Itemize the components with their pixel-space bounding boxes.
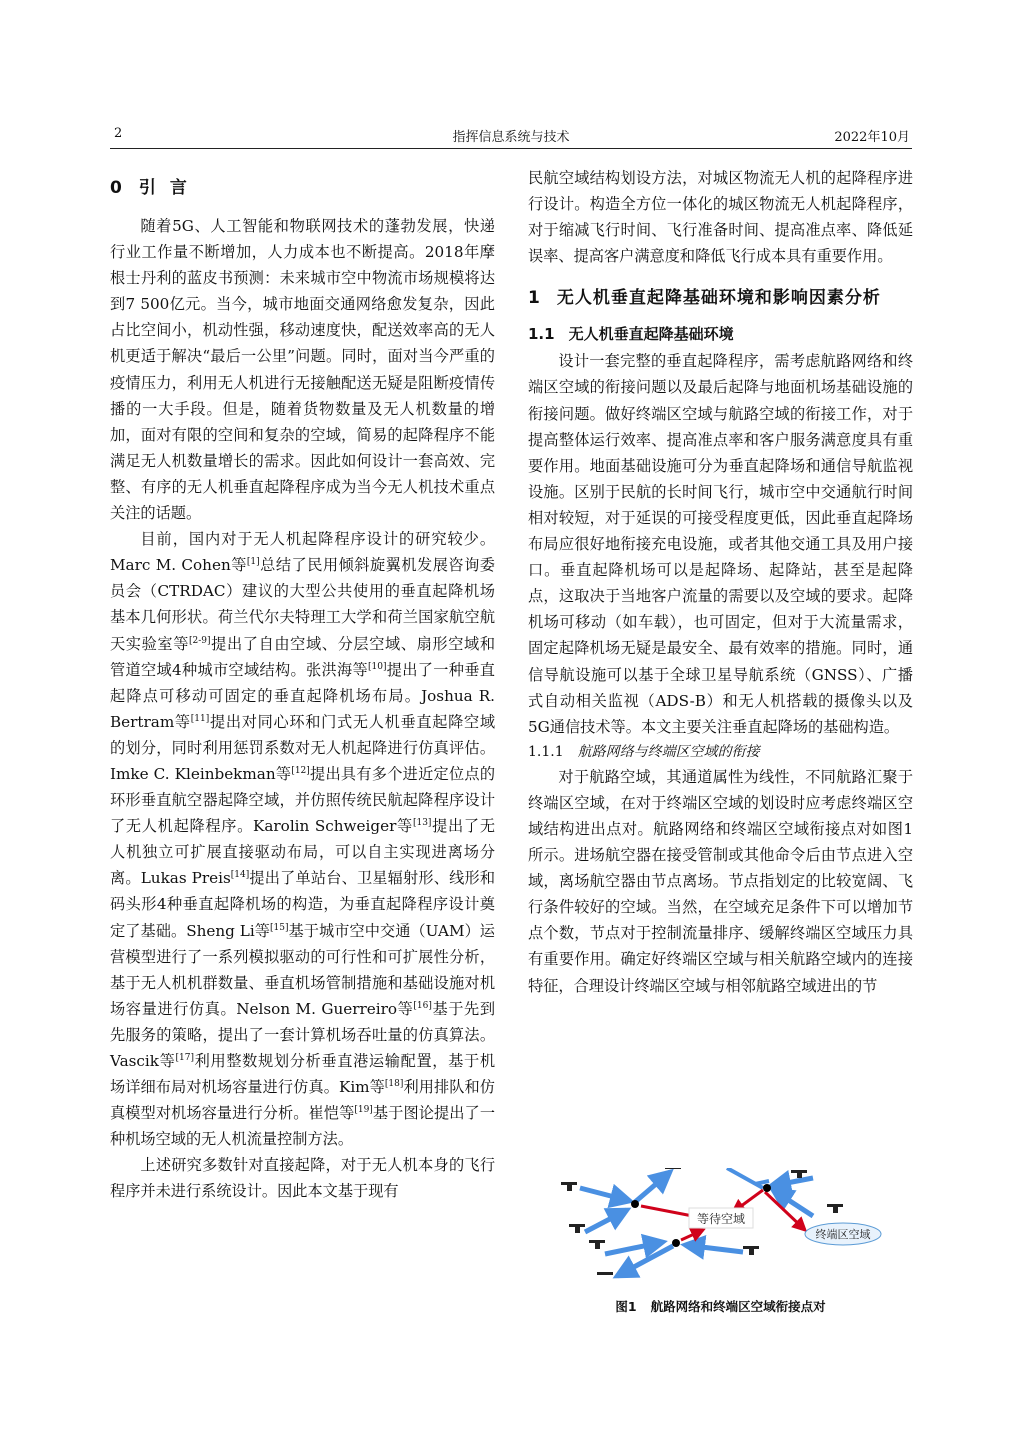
outbound-up-arrow <box>727 1168 763 1188</box>
paragraph-text: 提出了一种垂直起降点可移动可固定的垂直起降机场布局。Joshua R. Bertram等 <box>110 660 495 731</box>
page-number: 2 <box>114 126 123 141</box>
subsection-title: 无人机垂直起降基础环境 <box>568 325 734 344</box>
inbound-arrow <box>685 1245 743 1252</box>
paragraph-text: 提出了单站台、卫星辐射形、线形和码头形4种垂直起降机场的构造，为垂直起降程序设计奠定了基础。Sheng Li等 <box>110 869 495 940</box>
inbound-arrow <box>605 1242 663 1254</box>
inbound-arrow <box>771 1178 813 1186</box>
paragraph: 对于航路空域，其通道属性为线性，不同航路汇聚于终端区空域，在对于终端区空域的划设时应考虑终端区空域结构进出点对。航路网络和终端区空域衔接点对如图1所示。进场航空器在接受管制或其他命令后由节点进入空域，离场航空器由节点离场。节点指划定的比较宽阔、飞行条件较好的空域。当然，在空域充足条件下可以增加节点个数，节点对于控制流量排序、缓解终端区空域压力具有重要作用。确定好终端区空域与相关航路空域内的连接特征，合理设计终端区空域与相邻航路空域进出的节 <box>528 767 913 995</box>
citation-ref: [12] <box>291 765 310 776</box>
paragraph: 民航空域结构划设方法，对城区物流无人机的起降程序进行设计。构造全方位一体化的城区物流无人机起降程序，对于缩减飞行时间、飞行准备时间、提高准点率、降低延误率、提高客户满意度和降低飞行成本具有重要作用。 <box>528 169 913 266</box>
inbound-arrow <box>773 1190 813 1216</box>
section-heading-1 <box>528 283 913 313</box>
terminal-area-label: 终端区空域 <box>815 1228 871 1241</box>
entry-node <box>631 1200 639 1208</box>
figure-1 <box>555 1168 890 1286</box>
subsection-number: 1.1 <box>528 325 555 344</box>
figure-caption-text: 航路网络和终端区空域衔接点对 <box>650 1299 826 1314</box>
entry-node <box>672 1239 680 1247</box>
paragraph-text: 基于城市空中交通（UAM）运营模型进行了一系列模拟驱动的可行性和可扩展性分析，基于无人机机群数量、垂直机场管制措施和基础设施对机场容量进行仿真。Nelson M. Guerreiro等 <box>110 921 495 1018</box>
entry-node <box>763 1184 771 1192</box>
running-header <box>110 126 912 149</box>
paragraph-text: 提出了无人机独立可扩展直接驱动布局，可以自主实现进离场分离。Lukas Preis <box>110 817 495 888</box>
citation-ref: [10] <box>368 661 387 672</box>
citation-ref: [16] <box>413 1000 432 1011</box>
citation-ref: [18] <box>384 1079 404 1090</box>
citation-ref: [19] <box>354 1105 373 1116</box>
inbound-arrow <box>585 1210 627 1232</box>
section-number: 1 <box>528 288 541 309</box>
paragraph-text: 基于图论提出了一种机场空域的无人机流量控制方法。 <box>110 1104 495 1149</box>
paragraph-text: 提出了自由空域、分层空域、扇形空域和管道空域4种城市空域结构。张洪海等 <box>110 634 496 679</box>
figure-number: 图1 <box>615 1299 637 1314</box>
inbound-arrow <box>580 1188 630 1201</box>
section-number: 0 <box>110 178 123 198</box>
route-terminal-diagram <box>555 1168 890 1286</box>
paragraph: 随着5G、人工智能和物联网技术的蓬勃发展，快递行业工作量不断增加，人力成本也不断提高。2018年摩根士丹利的蓝皮书预测：未来城市空中物流市场规模将达到7 500亿元。当今，城市地面交通网络愈发复杂，因此占比空间小，机动性强，移动速度快，配送效率高的无人机更适于解决“最后一公里”问题。同时，面对当今严重的疫情压力，利用无人机进行无接触配送无疑是阻断疫情传播的一大手段。但是，随着货物数量及无人机数量的增加，面对有限的空间和复杂的空域，简易的起降程序不能满足无人机数量增长的需求。因此如何设计一套高效、完整、有序的无人机垂直起降程序成为当今无人机技术重点关注的话题。 <box>110 217 495 523</box>
citation-ref: [15] <box>269 922 289 933</box>
paragraph-with-citations <box>110 526 495 1152</box>
paragraph-text: 基于先到先服务的策略，提出了一套计算机场吞吐量的仿真算法。Vascik等 <box>110 999 496 1070</box>
holding-area-label: 等待空域 <box>696 1212 746 1226</box>
left-column <box>110 165 495 1205</box>
subsubsection-number: 1.1.1 <box>528 743 564 760</box>
figure-caption <box>528 1297 913 1315</box>
outbound-up-arrow <box>635 1172 670 1202</box>
paragraph-text: 提出对同心环和门式无人机垂直起降空域的划分，同时利用惩罚系数对无人机起降进行仿真评估。Imke C. Kleinbekman等 <box>110 712 496 783</box>
citation-ref: [1] <box>246 557 260 568</box>
issue-date: 2022年10月 <box>834 130 910 145</box>
paragraph-text: 利用整数规划分析垂直港运输配置，基于机场详细布局对机场容量进行仿真。Kim等 <box>110 1052 496 1097</box>
right-column <box>528 165 913 999</box>
paragraph: 设计一套完整的垂直起降程序，需考虑航路网络和终端区空域的衔接问题以及最后起降与地面机场基础设施的衔接问题。做好终端区空域与航路空域的衔接工作，对于提高整体运行效率、提高准点率和客户服务满意度具有重要作用。地面基础设施可分为垂直起降场和通信导航监视设施。区别于民航的长时间飞行，城市空中交通航行时间相对较短，对于延误的可接受程度更低，因此垂直起降场布局应很好地衔接充电设施，或者其他交通工具及用户接口。垂直起降机场可以是起降场、起降站，甚至是起降点，这取决于当地客户流量的需要以及空域的要求。起降机场可移动（如车载），也可固定，但对于大流量需求，固定起降机场无疑是最安全、最有效率的措施。同时，通信导航设施可以基于全球卫星导航系统（GNSS）、广播式自动相关监视（ADS-B）和无人机搭载的摄像头以及5G通信技术等。本文主要关注垂直起降场的基础构造。 <box>528 352 913 736</box>
subsection-heading-1-1 <box>528 322 913 346</box>
paragraph-text: 总结了民用倾斜旋翼机发展咨询委员会（CTRDAC）建议的大型公共使用的垂直起降机场基本几何形状。荷兰代尔夫特理工大学和荷兰国家航空航天实验室等 <box>110 556 495 653</box>
paragraph-text: 利用排队和仿真模型对机场容量进行分析。崔恺等 <box>110 1078 495 1123</box>
citation-ref: [2-9] <box>189 635 211 646</box>
subsubsection-heading-1-1-1 <box>528 740 913 764</box>
paragraph-text: 提出具有多个进近定位点的环形垂直航空器起降空域，并仿照传统民航起降程序设计了无人机起降程序。Karolin Schweiger等 <box>110 764 495 836</box>
subsubsection-title: 航路网络与终端区空域的衔接 <box>577 743 760 760</box>
section-heading-intro <box>110 173 495 203</box>
section-title: 引言 <box>138 178 201 198</box>
journal-title: 指挥信息系统与技术 <box>452 130 570 145</box>
citation-ref: [14] <box>230 870 250 881</box>
section-title: 无人机垂直起降基础环境和影响因素分析 <box>556 288 881 309</box>
outbound-arrow <box>681 1230 703 1240</box>
paragraph-text: 目前，国内对于无人机起降程序设计的研究较少。Marc M. Cohen等 <box>110 530 495 575</box>
paragraph: 上述研究多数针对直接起降，对于无人机本身的飞行程序并未进行系统设计。因此本文基于现有 <box>110 1156 495 1201</box>
citation-ref: [11] <box>190 713 210 724</box>
citation-ref: [17] <box>175 1053 194 1063</box>
citation-ref: [13] <box>412 818 432 829</box>
